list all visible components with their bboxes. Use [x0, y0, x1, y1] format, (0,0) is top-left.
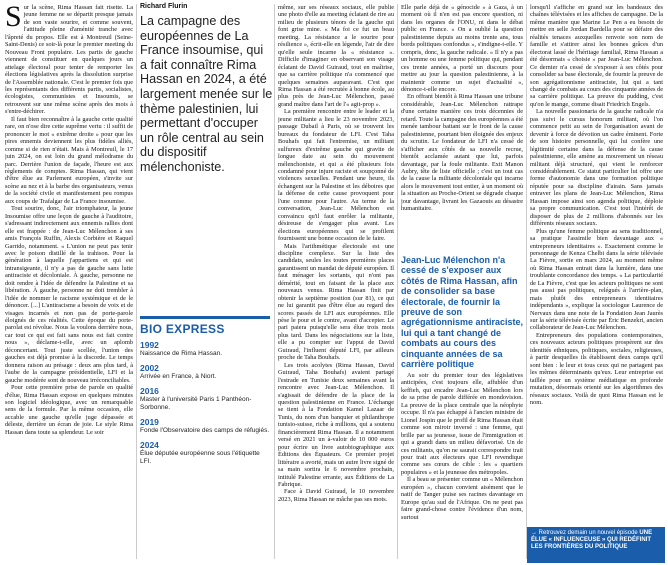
bio-title: BIO EXPRESS [140, 322, 225, 336]
bio-text: Élue députée européenne sous l'étiquette LFI. [140, 450, 260, 465]
paragraph: Au soir du premier tour des législatives anticipées, c'est toujours elle, affublée d'un keffieh, qui encadre Jean-Luc Mélenchon lors de sa prise de parole différée en mondovision. La preuve de la place centrale que la néophyte occupe. Il n'a pas échappé à l'ancien ministre de Lionel Jospin que le profil de Rima Hassan était comme son miroir inversé : une femme, qui brille par sa jeunesse, issue de l'immigration et qui a grandi dans un milieu défavorisé. Un de ces militants, qu'on ne saurait correspondre trait pour trait aux électeurs que LFI revendique comme ses cœurs de cible : les « quartiers populaires » et la jeunesse des métropoles. [401, 372, 523, 476]
drop-cap: S [5, 4, 22, 33]
promo-series-title: UNE ÉLUE « INFLUENCEUSE » QUI REDÉFINIT LES FRONTIÈRES DU POLITIQUE [531, 530, 653, 551]
bio-text: Fonde l'Observatoire des camps de réfugiés. [140, 427, 270, 434]
bio-year: 2019 [140, 417, 159, 427]
paragraph: lorsqu'il s'affiche en grand sur les bandeaux des chaînes télévisées et les affiches de campagne. De la même manière que Marine Le Pen a eu besoin de mettre en selle Jordan Bardella pour se défaire des réalités tenaces auxquelles renvoie son nom de famille et s'attirer ainsi les bonnes grâces d'un électorat lassé de l'héritage familial, Rima Hassan a été désormais « choisie » par Jean-Luc Mélenchon. Ce dernier n'a cessé de s'exposer à ses côtés pour consolider sa base électorale, de fournir la preuve de son agrégationnisme antiraciste, lui qui a tant changé de combats au cours des cinquante années de sa carrière politique. La preuve du pudding, c'est qu'on le mange, comme disait Friedrich Engels. [530, 4, 663, 108]
article-column-1 [5, 4, 133, 436]
bio-year: 2002 [140, 363, 159, 373]
paragraph: ur la scène, Rima Hassan fait risette. La jeune femme ne se départit presque jamais de son vaste sourire, et comme souvent, l'attitude pleine d'aménité tranche avec l'âpreté du propos. Elle est à Montreuil (Seine-Saint-Denis) ce soir-là pour le premier meeting du Nouveau Front populaire. Les partis de gauche viennent de constituer en quelques jours un attelage électoral pour tenter de remporter les élections législatives après la dissolution surprise de l'Assemblée nationale. C'est le premier fois que les représentants des différents partis, socialistes, écologistes, communistes et Insoumis, se retrouvent sur une même scène après des mois à s'entre-déchirer. [5, 4, 133, 116]
bio-express-box [140, 316, 270, 471]
bio-item [140, 440, 270, 466]
highlight-quote: Jean-Luc Mélenchon n'a cessé de s'exposer aux côtés de Rima Hassan, afin de consolider sa base électorale, de fournir la preuve de son agrégationnisme antiraciste, lui qui a tant changé de combats au cours des cinquante années de sa carrière politique [401, 255, 524, 370]
bio-item [140, 417, 270, 435]
article-column-2 [278, 4, 394, 562]
bio-text: Naissance de Rima Hassan. [140, 350, 223, 357]
bio-year: 2024 [140, 440, 159, 450]
paragraph: Il faut bien reconnaître à la gauche cette qualité rare, on n'ose dire cette suprême vertu : il suffit de prononcer le mot « extrême droite » pour que les pires ennemis deviennent les plus fidèles alliés, comme si de rien n'était. Mais à Montreuil, le 17 juin 2024, on est loin du grand mélodrame du parc. Derrière l'union de façade, l'heure est aux règlements de comptes. Rima Hassan, qui vient d'être élue au Parlement européen, s'invite sur scène au nez et à la barbe des organisateurs, venus de la société civile et manifestement peu rompus aux coups de Trafalgar de La France insoumise. [5, 115, 133, 205]
next-episode-promo [527, 527, 665, 563]
paragraph: Les trois acolytes (Rima Hassan, David Guiraud, Taha Bouhafs) avaient partagé l'estrade en Tunisie deux semaines avant la rencontre avec Jean-Luc Mélenchon. Il s'agissait de défendre de la place de la question palestinienne en France. L'échange se tient à la Fondation Kamel Lazaar de Tunis, du nom d'un banquier et philanthrope tunisio-suisse, riche à millions, qui a soutenu financièrement Rima Hassan. Il a notamment versé en 2021 un à-valoir de 10 000 euros pour écrire un livre autobiographique aux Éditions des Équateurs. Ce premier projet littéraire a avorté, mais un autre livre signé de sa main sortira le 6 novembre prochain, intitulé Palestine errante, aux Éditions de La Fabrique. [278, 361, 394, 488]
article-column-4 [530, 4, 663, 524]
byline: Richard Flurin [140, 3, 188, 10]
paragraph: Entrepreneurs des populations contemporaines, ces nouveaux acteurs politiques prospèrent sur des identités ethniques, politiques, sociales, religieuses, à partir desquelles ils établissent deux camps qu'il sont bien : le leur et tous ceux qui ne partagent pas les mêmes déterminants qu'eux. Leur entreprise est taillée pour un système médiatique en profonde mutation, désormais orienté sur les algorithmes des réseaux sociaux. Voilà de quoi Rima Hassan est le nom. [530, 331, 663, 407]
article-column-3-top [401, 4, 523, 250]
bio-divider [140, 316, 270, 319]
article-column-3-bottom [401, 372, 523, 560]
paragraph: Tout sourire, donc, l'air triomphateur, la jeune Insoumise offre une leçon de gauche à l'auditoire, s'adressant indirectement aux ennemis rallies dont elle est frappée : de Jean-Luc Mélenchon à ses amis François Ruffin, Alexis Corbière et Raquel Garrido, notamment. « L'union ne peut pas tenir avec le poison distillé de la trahison. Pour la génération à laquelle j'appartiens et qui est intransigeante, il n'y a pas de gauche sans lutte antiraciste et décoloniale. À gauche, personne ne doit rendre à l'idée de défendre la Palestine et sa libération. À gauche, personne ne doit trembler à l'idée de nommer le racisme systémique et de le dénoncer. [...] L'antiracisme a besoin de voix et de visages incarnés et non pas de porte-parole éloignés de ces réalités. Cette époque du porte-parolat est révolue. Nous la voulons derrière nous, car tout ce qui est fait sans nous est fait contre nous », déclame-t-elle, avec un aplomb déconcertant. Tout juste scellée, l'union des gauches est déjà promise à la discorde. Le temps donnera raison au présage : deux ans plus tard, à l'aube de la campagne présidentielle, LFI et la gauche modérée sont de nouveau irréconciliables. [5, 205, 133, 384]
paragraph: Elle parle déjà de « génocide » à Gaza, à un moment où il n'en est pas encore question, ni dans les organes de l'ONU, ni dans le débat public en France. « On a oublié la question palestinienne depuis au moins trente ans, tous bords politiques confondus », s'indigne-t-elle. Y compris, donc, la gauche radicale. « Il n'y a pas un homme ou une femme politique qui, pendant ces trente années, a porté un discours pour mettre au jour la question palestinienne, à la maintenir comme un sujet d'actualité », dénonce-t-elle encore. [401, 4, 523, 93]
paragraph: La première rencontre entre le leader et la jeune militante a lieu le 23 novembre 2023, passage Dubail à Paris, où se trouvent les bureaux du fondateur de LFI. C'est Taha Bouhafs qui fait l'entremise, un militant sulfureux d'extrême gauche qui gravite de longue date au sein du mouvement mélenchoniste, et qui a été plusieurs fois condamné pour injure raciste et soupçonné de violences sexuelles. Pendant une heure, ils échangent sur la Palestine et les déboires que la défense de cette cause provoquent pour l'une comme pour l'autre. Au terme de la conversation, Jean-Luc Mélenchon est convaincu qu'il faut enrôler la militante, désireuse de s'engager plus avant. Les élections européennes qui se profilent fournissent une bonne occasion de le faire. [278, 108, 394, 243]
bio-item [140, 340, 270, 358]
promo-lead: Retrouvez demain un nouvel épisode [538, 530, 640, 536]
paragraph: La nouvelle passionaria de la gauche radicale n'a pas suivi le cursus honorum militant, où l'on commence petit au sein de l'organisation avant de devenir à force de dévotion un cadre éminent. Forte de son histoire personnelle, qui lui confère une légitimité certaine dans la défense de la cause palestinienne, elle amène au mouvement un réseau militant déjà structuré, qui vient le renforcer considérablement. Ce statut particulier lui offre une forme d'autonomie dans une formation politique réputée pour sa discipline d'airain. Sans jamais entraver les plans de Jean-Luc Mélenchon, Rima Hassan impose ainsi son agenda politique, déploie sa propre communication. C'est tout l'intérêt de disposer de plus de 2 millions d'abonnés sur les différents réseaux sociaux. [530, 108, 663, 228]
bio-item [140, 363, 270, 381]
bio-text: Master à l'université Paris 1 Panthéon-Sorbonne. [140, 396, 252, 411]
arrow-icon: → [531, 530, 537, 536]
paragraph: En offrant bientôt à Rima Hassan une tribune considérable, Jean-Luc Mélenchon rattrape d'une certaine manière ces trois décennies de retard. Toute la campagne des européennes a été menée tambour battant sur le front de la cause palestinienne, pourtant bien éloignée des enjeux du scrutin. Le fondateur de LFI n'a cessé de s'afficher aux côtés de sa nouvelle recrue, bientôt acclamée autant que lui, parfois davantage, par la foule militante. Exit Manon Aubry, tête de liste officielle ; c'est un tout cas de la cause la militante décoloniale qui incarne alors le mouvement tout entier, à un moment où la situation au Proche-Orient se dégrade chaque jour davantage, livrant les Gazaouis au désastre humanitaire. [401, 93, 523, 213]
paragraph: Il a beau se présenter comme un « Mélenchon européen », chacun convient aisément que le natif de Tanger puise ses racines davantage en Europe qu'au sud de l'Afrique. On ne peut pas faire grand-chose contre l'évidence d'un nom, surtout [401, 476, 523, 521]
paragraph: Mais l'arithmétique électorale est une discipline complexe. Sur la liste des candidats, seules les toutes premières places garantissent un mandat de député européen. Il faut ménager les sortants, qui n'ont pas démérité, tout en faisant de la place aux nouveaux venus. Rima Hassan finit par obtenir la septième position (sur 81), ce qui ne lui garantit pas d'être élue au regard des scores passés de LFI aux européennes. Elle pèse le pour et le contre, avant d'accepter. Le pari paiera puisqu'elle sera élue trois mois plus tard. Dans les négociations sur la liste, elle a pu compter sur l'appui de David Guiraud, l'influent député LFI, par ailleurs proche de Taha Bouhafs. [278, 242, 394, 362]
bio-text: Arrivée en France, à Niort. [140, 373, 217, 380]
paragraph: Plus qu'une femme politique au sens traditionnel, sa pratique l'assimile bien davantage aux « entrepreneurs identitaires ». Exactement comme le personnage de Kenza Chelbi dans la série télévisée La Fièvre, sortie en mars 2024, au moment même où Rima Hassan entrait dans la lumière, dans une troublante concordance des temps. « La particularité de La Fièvre, c'est que les acteurs politiques ne sont pas aussi pas politiques, relégués à l'arrière-plan, mais plutôt des entrepreneurs identitaires indépendants », explique la sociologue Laurence de Nervaux dans une note de la Fondation Jean Jaurès sur la série télévisée écrite par Éric Benzekri, ancien collaborateur de Jean-Luc Mélenchon. [530, 227, 663, 332]
paragraph: Pour cette première prise de parole en qualité d'élue, Rima Hassan expose en quelques minutes son logiciel idéologique, avec un remarquable sens de la formule. Par la même occasion, elle accable une gauche qu'elle juge dépassée et déleste, derrière un écran de joie. Le style Rima Hassan dans toute sa splendeur. Le soir [5, 384, 133, 436]
paragraph: même, sur ses réseaux sociaux, elle publie une photo d'elle au meeting éclatant de rire au milieu de plusieurs ténors de la gauche qui font grise mine. « Ma foi ce fut un beau meeting. La résistance a le sourire pour résilience », écrit-elle en légende, l'air de dire qu'elle seule incarne la « résistance ». Difficile d'imaginer en observant son visage éclatant de David Guiraud, tout en maîtrise, que sa carrière politique n'a commencé que quelques semaines auparavant. C'est que Rima Hassan a été recrutée à bonne école, au plus près de Jean-Luc Mélenchon, passé grand maître dans l'art de l'« agit-prop ». [278, 4, 394, 108]
paragraph: Face à David Guiraud, le 10 novembre 2023, Rima Hassan ne mâche pas ses mots. [278, 488, 394, 503]
bio-year: 2016 [140, 386, 159, 396]
pull-quote: La campagne des européennes de La France insoumise, qui a fait connaître Rima Hassan en 2024, a été largement menée sur le thème palestinien, lui permettant d'occuper un rôle central au sein du dispositif mélenchoniste. [140, 14, 273, 174]
bio-item [140, 386, 270, 412]
bio-year: 1992 [140, 340, 159, 350]
